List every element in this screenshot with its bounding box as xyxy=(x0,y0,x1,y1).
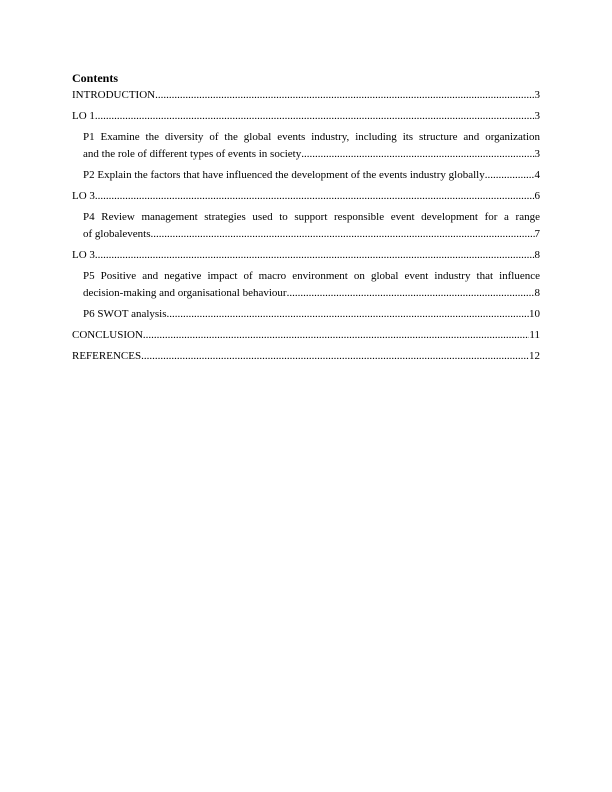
toc-leader-dots xyxy=(95,247,535,264)
toc-entry-text-line1: P4 Review management strategies used to support responsible event development for a range xyxy=(83,211,540,223)
toc-leader-dots xyxy=(143,327,530,344)
toc-entry-text: decision-making and organisational behaviour xyxy=(83,287,287,299)
toc-page-number: 12 xyxy=(529,350,540,362)
toc-heading: Contents xyxy=(72,71,119,85)
toc-entry-text: LO 3 xyxy=(72,249,95,261)
toc-entry-text: LO 3 xyxy=(72,190,95,202)
toc-entry-p6[interactable] xyxy=(72,306,540,323)
table-of-contents xyxy=(72,71,540,365)
toc-entry-text: REFERENCES xyxy=(72,350,142,362)
toc-leader-dots xyxy=(151,226,535,243)
toc-page-number: 11 xyxy=(529,329,540,341)
toc-entry-text-line1: P1 Examine the diversity of the global events industry, including its structure and organization xyxy=(83,131,540,143)
toc-page-number: 3 xyxy=(534,89,540,101)
toc-entry-p2[interactable] xyxy=(72,167,540,184)
toc-page-number: 3 xyxy=(534,148,540,160)
toc-entry-lo3[interactable] xyxy=(72,188,540,205)
toc-entry-lo3-second[interactable] xyxy=(72,247,540,264)
toc-page-number: 8 xyxy=(534,287,540,299)
toc-entry-text: INTRODUCTION xyxy=(72,89,156,101)
toc-page-number: 7 xyxy=(534,228,540,240)
toc-entry-text-line1: P5 Positive and negative impact of macro environment on global event industry that influence xyxy=(83,270,540,282)
toc-entry-introduction[interactable] xyxy=(72,87,540,104)
toc-page-number: 4 xyxy=(534,169,540,181)
toc-page-number: 3 xyxy=(534,110,540,122)
toc-entry-text: LO 1 xyxy=(72,110,95,122)
toc-page-number: 6 xyxy=(534,190,540,202)
toc-leader-dots xyxy=(141,348,529,365)
toc-entry-p1[interactable] xyxy=(72,129,540,163)
toc-leader-dots xyxy=(485,167,535,184)
toc-entry-text: P2 Explain the factors that have influenced the development of the events industry globally xyxy=(83,169,485,181)
toc-leader-dots xyxy=(301,146,534,163)
toc-entry-text: CONCLUSION xyxy=(72,329,143,341)
toc-leader-dots xyxy=(287,285,535,302)
toc-entry-text: P6 SWOT analysis xyxy=(83,308,167,320)
toc-entry-conclusion[interactable] xyxy=(72,327,540,344)
toc-leader-dots xyxy=(95,108,535,125)
toc-page-number: 10 xyxy=(529,308,540,320)
toc-page-number: 8 xyxy=(534,249,540,261)
toc-entry-references[interactable] xyxy=(72,348,540,365)
toc-entry-p5[interactable] xyxy=(72,268,540,302)
toc-entry-text: of globalevents xyxy=(83,228,151,240)
toc-leader-dots xyxy=(95,188,535,205)
toc-entry-lo1[interactable] xyxy=(72,108,540,125)
toc-leader-dots xyxy=(167,306,529,323)
toc-entry-p4[interactable] xyxy=(72,209,540,243)
toc-leader-dots xyxy=(155,87,534,104)
toc-entry-text: and the role of different types of events in society xyxy=(83,148,302,160)
